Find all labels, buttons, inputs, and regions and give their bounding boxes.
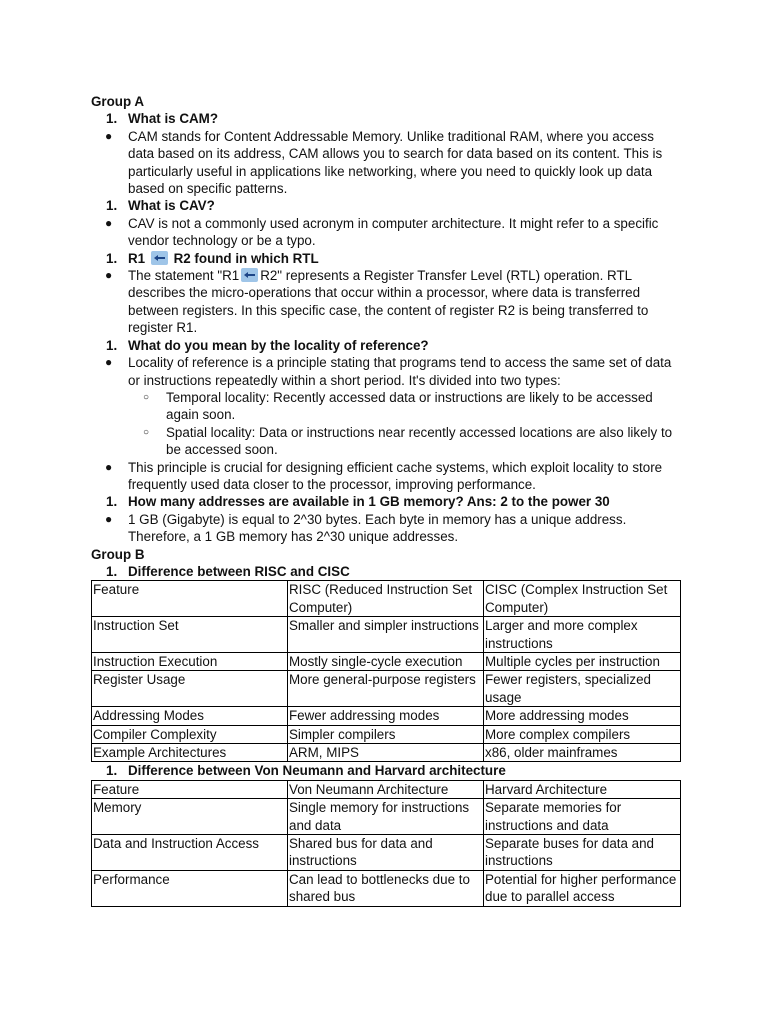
list-number: 1.: [106, 198, 118, 214]
list-number: 1.: [106, 111, 118, 127]
table-cell: Shared bus for data and instructions: [288, 835, 484, 871]
table-row: [92, 617, 681, 653]
table-row: [92, 744, 681, 762]
question-text: Difference between Von Neumann and Harvard architecture: [128, 763, 506, 779]
list-number: 1.: [106, 250, 118, 266]
sub-item-temporal: [91, 389, 683, 424]
table-cell: Single memory for instructions and data: [288, 799, 484, 835]
answer-cav: [91, 215, 683, 250]
table-cell: Performance: [92, 870, 288, 906]
answer-locality-cache: [91, 459, 683, 494]
answer-text: 1 GB (Gigabyte) is equal to 2^30 bytes. Each byte in memory has a unique address. Therefore, a 1 GB memory has 2^30 unique addresses.: [128, 511, 627, 545]
answer-cam: [91, 128, 683, 198]
table-cell: Harvard Architecture: [484, 780, 681, 798]
table-cell: RISC (Reduced Instruction Set Computer): [288, 581, 484, 617]
table-row: [92, 671, 681, 707]
answer-text: Locality of reference is a principle stating that programs tend to access the same set of data or instructions repeatedly within a short period. It's divided into two types:: [128, 355, 672, 388]
table-row: [92, 725, 681, 743]
bullet-icon: ●: [105, 128, 113, 143]
question-cav: [91, 197, 683, 214]
table-cell: Multiple cycles per instruction: [484, 653, 681, 671]
table-cell: More complex compilers: [484, 725, 681, 743]
table-cell: Fewer registers, specialized usage: [484, 671, 681, 707]
question-text-pre: R1: [128, 250, 146, 266]
question-text: How many addresses are available in 1 GB memory? Ans: 2 to the power 30: [128, 494, 610, 510]
document-page: [91, 93, 683, 907]
table-cell: More addressing modes: [484, 707, 681, 725]
question-text: Difference between RISC and CISC: [128, 563, 350, 579]
table-cell: Separate memories for instructions and data: [484, 799, 681, 835]
bullet-icon: ●: [105, 511, 113, 526]
list-number: 1.: [106, 563, 118, 579]
circle-bullet-icon: ○: [143, 391, 150, 403]
table-cell: Mostly single-cycle execution: [288, 653, 484, 671]
question-addresses: [91, 493, 683, 510]
answer-locality: [91, 354, 683, 389]
bullet-icon: ●: [105, 268, 113, 283]
question-rtl: [91, 250, 683, 267]
answer-rtl: [91, 267, 683, 337]
answer-text: This principle is crucial for designing efficient cache systems, which exploit locality to store frequently used data closer to the processor, improving performance.: [128, 459, 663, 492]
question-text: What do you mean by the locality of reference?: [128, 337, 429, 353]
table-cell: Addressing Modes: [92, 707, 288, 725]
answer-text: CAM stands for Content Addressable Memory. Unlike traditional RAM, where you access data based on its address, CAM allows you to search for data based on its content. This is particularly useful in applications like networking, where you need to quickly look up data based on specific patterns.: [128, 128, 663, 197]
von-neumann-harvard-table: [91, 780, 681, 907]
table-cell: Von Neumann Architecture: [288, 780, 484, 798]
table-cell: Larger and more complex instructions: [484, 617, 681, 653]
table-header-row: [92, 780, 681, 798]
table-cell: Feature: [92, 581, 288, 617]
table-cell: Can lead to bottlenecks due to shared bus: [288, 870, 484, 906]
table-cell: Memory: [92, 799, 288, 835]
table-cell: Data and Instruction Access: [92, 835, 288, 871]
table-cell: Feature: [92, 780, 288, 798]
answer-addresses: [91, 511, 683, 546]
question-text: What is CAM?: [128, 111, 219, 127]
question-risc-cisc: [91, 563, 683, 580]
question-von-neumann-harvard: [91, 762, 683, 779]
table-cell: CISC (Complex Instruction Set Computer): [484, 581, 681, 617]
table-cell: Separate buses for data and instructions: [484, 835, 681, 871]
table-row: [92, 653, 681, 671]
table-cell: Potential for higher performance due to parallel access: [484, 870, 681, 906]
question-locality: [91, 337, 683, 354]
risc-cisc-table: [91, 580, 681, 762]
answer-text-post: R2" represents a Register Transfer Level (RTL) operation. RTL describes the micro-operations that occur within a processor, where data is transferred between registers. In this specific case, the content of register R2 is being transferred to register R1.: [128, 268, 649, 336]
table-header-row: [92, 581, 681, 617]
bullet-icon: ●: [105, 215, 113, 230]
table-cell: ARM, MIPS: [288, 744, 484, 762]
table-cell: Instruction Execution: [92, 653, 288, 671]
table-row: [92, 870, 681, 906]
table-cell: Simpler compilers: [288, 725, 484, 743]
table-cell: Compiler Complexity: [92, 725, 288, 743]
list-number: 1.: [106, 337, 118, 353]
table-cell: Register Usage: [92, 671, 288, 707]
sub-item-text: Temporal locality: Recently accessed data or instructions are likely to be accessed again soon.: [166, 389, 653, 423]
table-cell: Smaller and simpler instructions: [288, 617, 484, 653]
question-text-post: R2 found in which RTL: [173, 250, 319, 266]
left-arrow-icon: [241, 268, 258, 282]
group-b-heading: Group B: [91, 546, 145, 562]
table-cell: Instruction Set: [92, 617, 288, 653]
answer-text-pre: The statement "R1: [128, 268, 240, 284]
table-row: [92, 707, 681, 725]
list-number: 1.: [106, 763, 118, 779]
sub-item-text: Spatial locality: Data or instructions near recently accessed locations are also likely to be accessed soon.: [166, 424, 673, 458]
table-cell: More general-purpose registers: [288, 671, 484, 707]
table-cell: x86, older mainframes: [484, 744, 681, 762]
sub-item-spatial: [91, 424, 683, 459]
group-a-heading: Group A: [91, 94, 145, 109]
question-text: What is CAV?: [128, 198, 215, 214]
bullet-icon: ●: [105, 355, 113, 370]
answer-text: CAV is not a commonly used acronym in computer architecture. It might refer to a specific vendor technology or be a typo.: [128, 215, 659, 249]
question-cam: [91, 110, 683, 127]
table-cell: Fewer addressing modes: [288, 707, 484, 725]
left-arrow-icon: [151, 251, 168, 265]
table-row: [92, 799, 681, 835]
table-row: [92, 835, 681, 871]
bullet-icon: ●: [105, 459, 113, 474]
list-number: 1.: [106, 494, 118, 510]
table-cell: Example Architectures: [92, 744, 288, 762]
circle-bullet-icon: ○: [143, 426, 150, 438]
